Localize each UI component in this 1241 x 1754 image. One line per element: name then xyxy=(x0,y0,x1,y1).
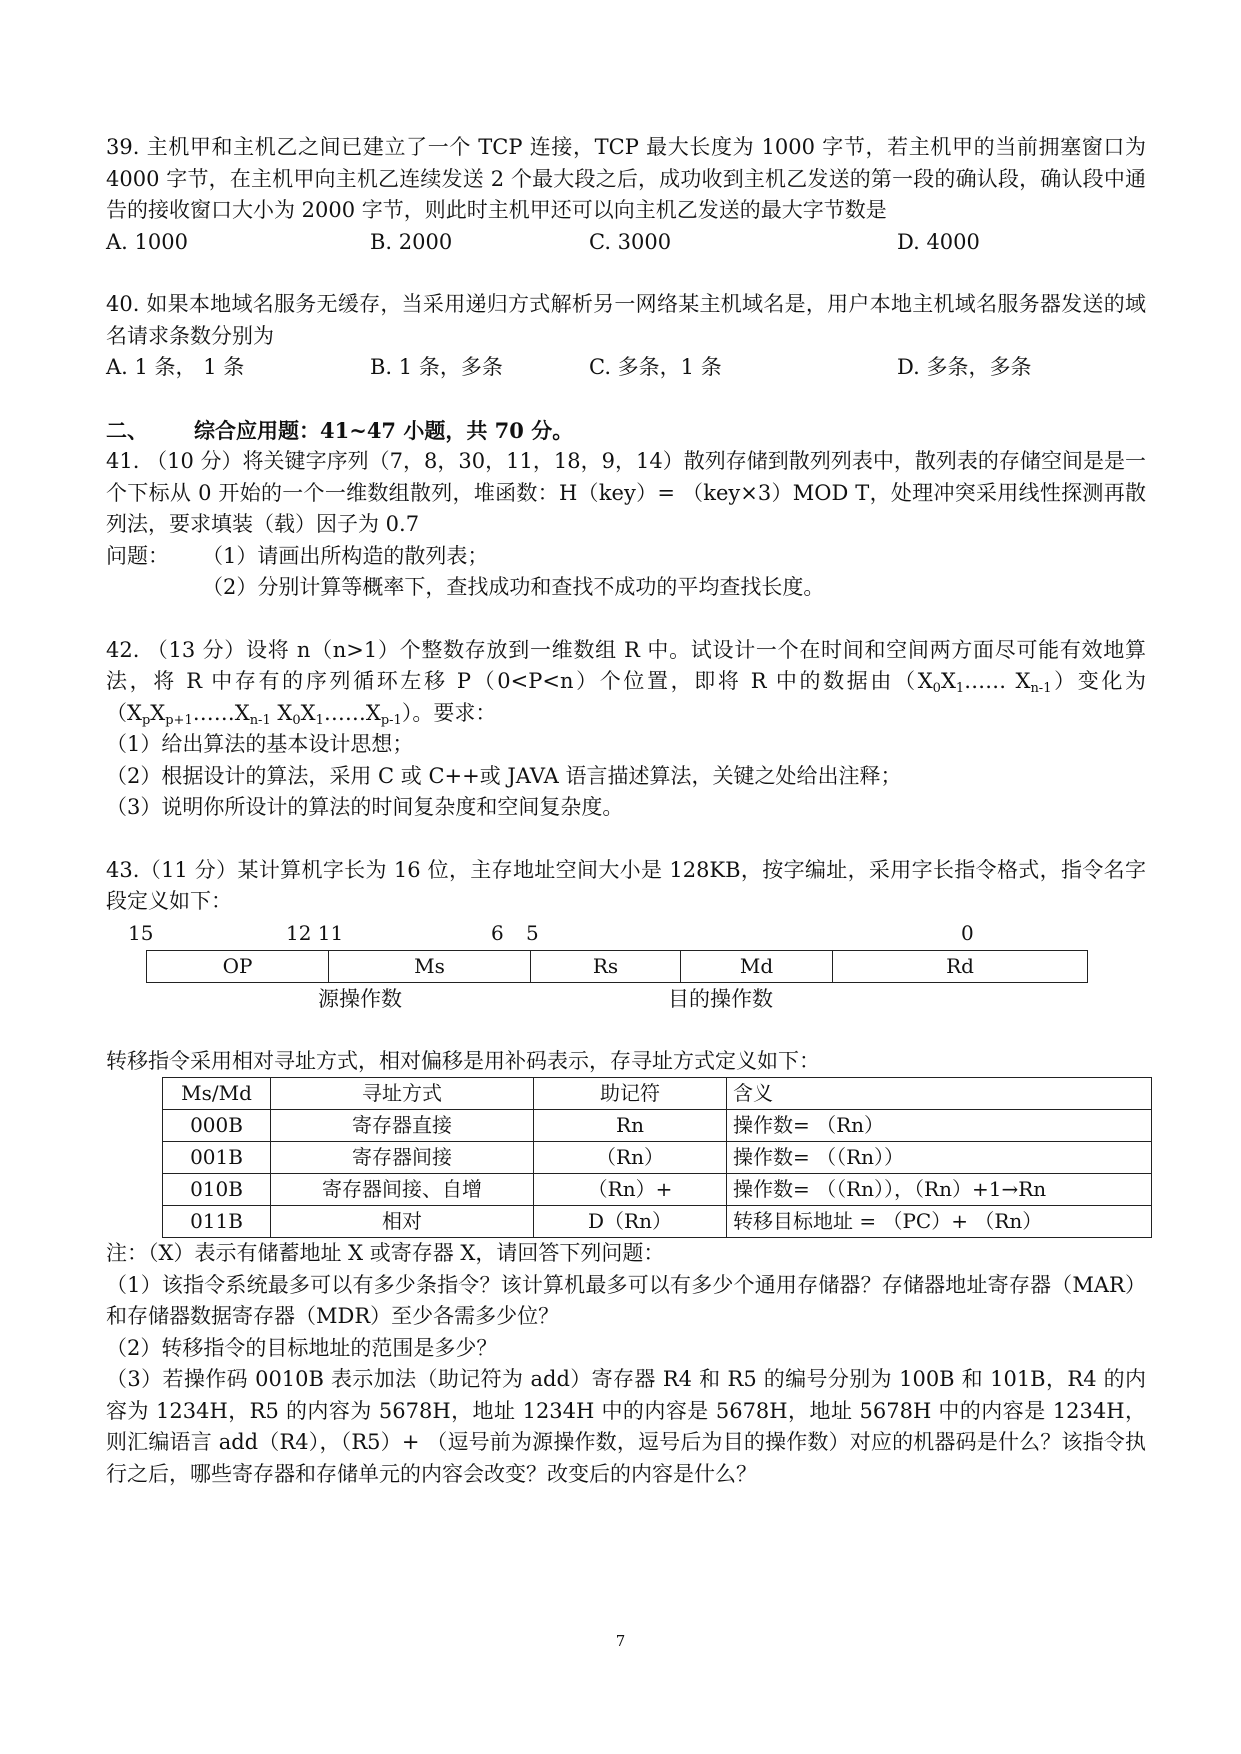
q42-text-g: ……X xyxy=(192,700,250,725)
q42-text-j: ……X xyxy=(323,700,381,725)
q39-option-b: B. 2000 xyxy=(370,229,453,254)
header-mnemonic: 助记符 xyxy=(534,1078,727,1110)
q42-sub-1: 1 xyxy=(955,681,965,696)
q39-option-c: C. 3000 xyxy=(589,229,672,254)
cell-mode: 相对 xyxy=(271,1206,534,1238)
q43-note: 注：（X）表示有储蓄地址 X 或寄存器 X，请回答下列问题： xyxy=(106,1241,665,1265)
cell-mode: 寄存器间接 xyxy=(271,1142,534,1174)
q39-option-d: D. 4000 xyxy=(897,229,980,254)
q43-stem: 43.（11 分）某计算机字长为 16 位，主存地址空间大小是 128KB，按字编址，采用字长指令格式，指令名字段定义如下： xyxy=(106,857,1146,913)
q42-text-b: X xyxy=(940,669,956,693)
q42-sub-p: p xyxy=(141,712,151,728)
q42-text-f: X xyxy=(150,700,166,725)
cell-meaning: 操作数= （Rn） xyxy=(727,1110,1152,1142)
q42-sub-0b: 0 xyxy=(292,712,301,728)
cell-mnemonic: （Rn）+ xyxy=(534,1174,727,1206)
cell-mnemonic: （Rn） xyxy=(534,1142,727,1174)
field-md: Md xyxy=(681,950,833,983)
addressing-mode-table xyxy=(162,1077,1152,1238)
q41-sub1-line xyxy=(106,541,1146,573)
cell-meaning: 操作数= （（Rn）），（Rn）+1→Rn xyxy=(727,1174,1152,1206)
q43-sub3: （3）若操作码 0010B 表示加法（助记符为 add）寄存器 R4 和 R5 的编号分别为 100B 和 101B，R4 的内容为 1234H，R5 的内容为 5678H，地址 1234H 中的内容是 5678H，地址 5678H 中的内容是 1234H，则汇编语言 add（R4），（R5）+ （逗号前为源操作数，逗号后为目的操作数）对应的机器码是什么？该指令执行之后，哪些寄存器和存储单元的内容会改变？改变后的内容是什么？ xyxy=(106,1367,1146,1486)
cell-mnemonic: D（Rn） xyxy=(534,1206,727,1238)
instruction-format-figure xyxy=(106,918,1146,1046)
q42-text-h: X xyxy=(270,700,293,725)
field-ms: Ms xyxy=(329,950,531,983)
table-row xyxy=(163,1206,1152,1238)
q42-text-a: 42. （13 分）设将 n（n>1）个整数存放到一维数组 R 中。试设计一个在时间和空间两方面尽可能有效地算法，将 R 中存有的序列循环左移 P（0<P<n）个位置，即将 R 中的数据由（X xyxy=(106,637,1146,693)
bit-label-5: 5 xyxy=(526,920,539,945)
field-op: OP xyxy=(147,950,329,983)
bit-label-0: 0 xyxy=(961,920,974,945)
table-row xyxy=(163,1174,1152,1206)
header-mode: 寻址方式 xyxy=(271,1078,534,1110)
q41-sub2: （2）分别计算等概率下，查找成功和查找不成功的平均查找长度。 xyxy=(202,575,825,599)
q42-text-k: ）。要求： xyxy=(401,700,497,725)
q40-option-c: C. 多条，1 条 xyxy=(589,355,722,379)
q40-option-d: D. 多条，多条 xyxy=(897,355,1032,379)
q40-options xyxy=(106,352,1146,384)
q42-sub3: （3）说明你所设计的算法的时间复杂度和空间复杂度。 xyxy=(106,795,624,819)
field-rs: Rs xyxy=(531,950,681,983)
section-heading xyxy=(106,415,1146,447)
q42-text-e: ）变化为（X xyxy=(106,669,1146,725)
caption-source-operand: 源操作数 xyxy=(318,986,402,1011)
q43-intro: 转移指令采用相对寻址方式，相对偏移是用补码表示，存寻址方式定义如下： xyxy=(106,1048,820,1073)
cell-mnemonic: Rn xyxy=(534,1110,727,1142)
cell-code: 000B xyxy=(163,1110,271,1142)
table-row xyxy=(163,1110,1152,1142)
header-msmd: Ms/Md xyxy=(163,1078,271,1110)
q43-sub2: （2）转移指令的目标地址的范围是多少？ xyxy=(106,1335,498,1360)
q42-text-d: X xyxy=(1015,669,1031,693)
q42-sub-p1: p+1 xyxy=(165,712,193,728)
cell-code: 011B xyxy=(163,1206,271,1238)
field-rd: Rd xyxy=(833,950,1088,983)
table-row xyxy=(163,1142,1152,1174)
q40-option-b: B. 1 条，多条 xyxy=(370,355,503,379)
q42-stem xyxy=(106,635,1146,730)
section-title: 综合应用题：41~47 小题，共 70 分。 xyxy=(194,417,574,443)
q42-sub-n1b: n-1 xyxy=(249,712,271,728)
q42-sub-pm1: p-1 xyxy=(380,712,402,728)
q40-option-a: A. 1 条， 1 条 xyxy=(106,355,245,379)
q39-stem: 39. 主机甲和主机乙之间已建立了一个 TCP 连接，TCP 最大长度为 1000 字节，若主机甲的当前拥塞窗口为 4000 字节，在主机甲向主机乙连续发送 2 个最大段之后，成功收到主机乙发送的第一段的确认段，确认段中通告的接收窗口大小为 2000 字节，则此时主机甲还可以向主机乙发送的最大字节数是 xyxy=(106,135,1146,222)
page-number: 7 xyxy=(615,1632,626,1650)
q42-sub-n1: n-1 xyxy=(1030,681,1052,696)
bit-label-6: 6 xyxy=(491,920,504,945)
q41-question-label: 问题： xyxy=(106,543,169,568)
cell-mode: 寄存器间接、自增 xyxy=(271,1174,534,1206)
cell-meaning: 转移目标地址 = （PC）+ （Rn） xyxy=(727,1206,1152,1238)
q39-options xyxy=(106,227,1146,259)
q42-sub-0: 0 xyxy=(932,681,941,696)
bit-label-12-11: 12 11 xyxy=(286,920,344,945)
cell-code: 010B xyxy=(163,1174,271,1206)
cell-meaning: 操作数= （（Rn）） xyxy=(727,1142,1152,1174)
instruction-format-table xyxy=(146,950,1088,984)
q42-text-i: X xyxy=(300,700,316,725)
q41-sub1: （1）请画出所构造的散列表； xyxy=(202,543,489,568)
section-number: 二、 xyxy=(106,417,148,443)
q42-sub-1b: 1 xyxy=(315,712,324,728)
table-header-row xyxy=(163,1078,1152,1110)
cell-code: 001B xyxy=(163,1142,271,1174)
q42-text-c: …… xyxy=(964,669,1007,693)
document-page xyxy=(106,132,1146,1490)
q41-stem: 41. （10 分）将关键字序列（7，8，30，11，18，9，14）散列存储到散列列表中，散列表的存储空间是是一个下标从 0 开始的一个一维数组散列，堆函数：H（key）= （key×3）MOD T，处理冲突采用线性探测再散列法，要求填装（载）因子为 0.7 xyxy=(106,449,1146,536)
cell-mode: 寄存器直接 xyxy=(271,1110,534,1142)
q43-sub1: （1）该指令系统最多可以有多少条指令？该计算机最多可以有多少个通用存储器？存储器地址寄存器（MAR）和存储器数据寄存器（MDR）至少各需多少位？ xyxy=(106,1272,1146,1328)
q42-sub1: （1）给出算法的基本设计思想； xyxy=(106,732,414,756)
q39-option-a: A. 1000 xyxy=(106,229,188,254)
caption-dest-operand: 目的操作数 xyxy=(668,986,773,1011)
header-meaning: 含义 xyxy=(727,1078,1152,1110)
q42-sub2: （2）根据设计的算法，采用 C 或 C++或 JAVA 语言描述算法，关键之处给出注释； xyxy=(106,763,902,788)
q40-stem: 40. 如果本地域名服务无缓存，当采用递归方式解析另一网络某主机域名是，用户本地主机域名服务器发送的域名请求条数分别为 xyxy=(106,292,1146,348)
bit-label-15: 15 xyxy=(128,920,154,945)
